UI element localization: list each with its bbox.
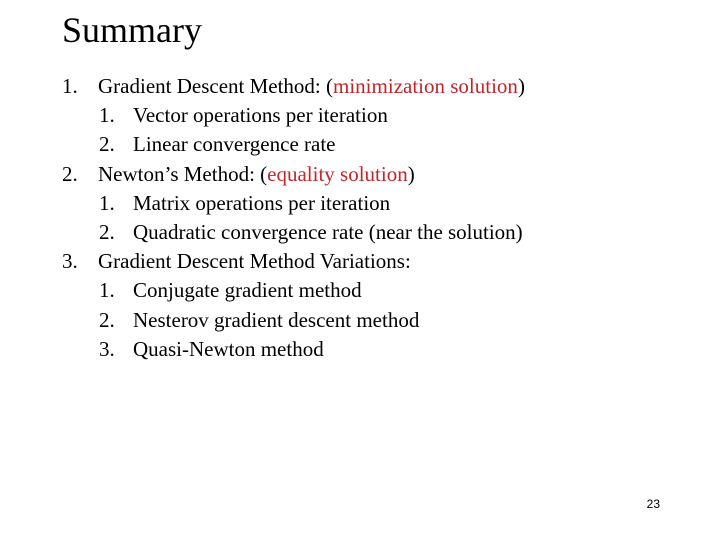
item-text: Gradient Descent Method Variations: [98,249,411,274]
subitem-text: Linear convergence rate [133,132,336,157]
subitem-number: 2. [99,219,115,244]
summary-list [62,72,702,364]
item-number: 3. [62,249,78,274]
subitem-number: 2. [99,307,115,332]
item-number: 1. [62,74,78,98]
subitem-number: 1. [99,278,115,303]
item-text [98,72,525,101]
sub-list-item [62,101,702,130]
list-item [62,72,702,101]
sub-list-item [62,335,702,364]
item-text [98,160,415,189]
list-item [62,160,702,189]
sub-list-item [62,189,702,218]
subitem-text: Nesterov gradient descent method [133,307,420,332]
subitem-text: Quadratic convergence rate (near the solution) [133,219,523,244]
item-highlight: equality solution [267,161,408,186]
subitem-text: Conjugate gradient method [133,278,362,303]
subitem-text: Vector operations per iteration [133,103,388,128]
item-number: 2. [62,161,78,186]
item-label-end: ) [517,74,525,98]
subitem-text: Matrix operations per iteration [133,190,391,215]
page-number: 23 [646,497,660,511]
sub-list-item [62,276,702,305]
list-item [62,247,702,276]
sub-list-item [62,130,702,159]
subitem-number: 1. [99,103,115,128]
sub-list-item [62,306,702,335]
item-highlight: minimization solution [333,74,518,98]
slide-title: Summary [62,10,202,50]
subitem-number: 1. [99,190,115,215]
subitem-text: Quasi-Newton method [133,336,324,361]
subitem-number: 2. [99,132,115,157]
item-label: Newton’s Method: ( [98,161,268,186]
item-label-end: ) [407,161,415,186]
sub-list-item [62,218,702,247]
subitem-number: 3. [99,336,115,361]
item-label: Gradient Descent Method: ( [98,74,334,98]
